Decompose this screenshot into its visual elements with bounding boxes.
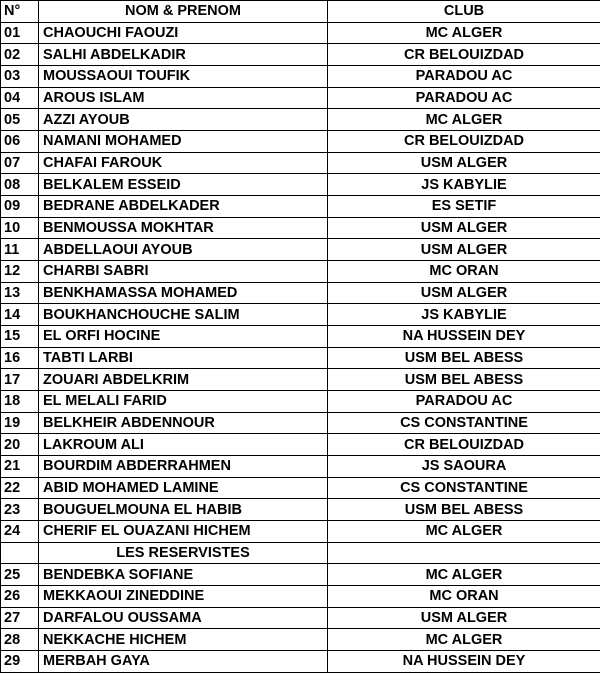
player-name: BELKALEM ESSEID: [39, 174, 328, 196]
player-number: 13: [1, 282, 39, 304]
reserves-body: [1, 564, 600, 672]
reserves-section: [1, 542, 600, 564]
header-club: CLUB: [328, 1, 600, 23]
player-number: 29: [1, 651, 39, 673]
table-row: [1, 87, 600, 109]
player-name: MERBAH GAYA: [39, 651, 328, 673]
player-name: MEKKAOUI ZINEDDINE: [39, 586, 328, 608]
player-number: 05: [1, 109, 39, 131]
player-club: NA HUSSEIN DEY: [328, 326, 600, 348]
player-number: 02: [1, 44, 39, 66]
table-row: [1, 651, 600, 673]
header-name: NOM & PRENOM: [39, 1, 328, 23]
player-name: CHARBI SABRI: [39, 261, 328, 283]
player-name: BOURDIM ABDERRAHMEN: [39, 456, 328, 478]
player-name: NEKKACHE HICHEM: [39, 629, 328, 651]
reserves-header-row: [1, 542, 600, 564]
player-name: NAMANI MOHAMED: [39, 131, 328, 153]
table-row: [1, 347, 600, 369]
table-row: [1, 152, 600, 174]
table-row: [1, 109, 600, 131]
player-club: USM BEL ABESS: [328, 499, 600, 521]
player-number: 19: [1, 412, 39, 434]
player-club: USM BEL ABESS: [328, 347, 600, 369]
player-club: PARADOU AC: [328, 66, 600, 88]
player-number: 18: [1, 391, 39, 413]
table-row: [1, 477, 600, 499]
player-club: JS KABYLIE: [328, 304, 600, 326]
header-num: N°: [1, 1, 39, 23]
player-number: 28: [1, 629, 39, 651]
table-row: [1, 586, 600, 608]
player-club: MC ALGER: [328, 521, 600, 543]
player-name: ABID MOHAMED LAMINE: [39, 477, 328, 499]
player-number: 12: [1, 261, 39, 283]
player-number: 14: [1, 304, 39, 326]
player-number: 08: [1, 174, 39, 196]
table-row: [1, 412, 600, 434]
table-row: [1, 326, 600, 348]
player-number: 22: [1, 477, 39, 499]
player-number: 04: [1, 87, 39, 109]
player-name: BENKHAMASSA MOHAMED: [39, 282, 328, 304]
player-name: BOUKHANCHOUCHE SALIM: [39, 304, 328, 326]
player-name: CHAFAI FAROUK: [39, 152, 328, 174]
table-row: [1, 196, 600, 218]
table-row: [1, 282, 600, 304]
player-number: 06: [1, 131, 39, 153]
table-row: [1, 131, 600, 153]
player-name: BEDRANE ABDELKADER: [39, 196, 328, 218]
player-club: PARADOU AC: [328, 391, 600, 413]
player-club: USM ALGER: [328, 607, 600, 629]
player-name: BOUGUELMOUNA EL HABIB: [39, 499, 328, 521]
player-name: MOUSSAOUI TOUFIK: [39, 66, 328, 88]
player-number: 21: [1, 456, 39, 478]
reserves-header-num-cell: [1, 542, 39, 564]
player-number: 20: [1, 434, 39, 456]
table-row: [1, 174, 600, 196]
player-club: USM ALGER: [328, 239, 600, 261]
player-name: AROUS ISLAM: [39, 87, 328, 109]
player-name: ABDELLAOUI AYOUB: [39, 239, 328, 261]
player-name: BENMOUSSA MOKHTAR: [39, 217, 328, 239]
player-club: MC ORAN: [328, 261, 600, 283]
player-name: SALHI ABDELKADIR: [39, 44, 328, 66]
player-number: 15: [1, 326, 39, 348]
player-number: 17: [1, 369, 39, 391]
player-club: JS KABYLIE: [328, 174, 600, 196]
table-row: [1, 391, 600, 413]
player-club: USM ALGER: [328, 217, 600, 239]
player-club: MC ORAN: [328, 586, 600, 608]
player-club: MC ALGER: [328, 109, 600, 131]
table-row: [1, 607, 600, 629]
player-club: MC ALGER: [328, 564, 600, 586]
player-name: BENDEBKA SOFIANE: [39, 564, 328, 586]
table-row: [1, 22, 600, 44]
player-name: TABTI LARBI: [39, 347, 328, 369]
player-name: BELKHEIR ABDENNOUR: [39, 412, 328, 434]
player-name: LAKROUM ALI: [39, 434, 328, 456]
player-number: 25: [1, 564, 39, 586]
table-row: [1, 261, 600, 283]
table-row: [1, 66, 600, 88]
table-row: [1, 499, 600, 521]
player-name: DARFALOU OUSSAMA: [39, 607, 328, 629]
player-number: 16: [1, 347, 39, 369]
player-name: AZZI AYOUB: [39, 109, 328, 131]
player-number: 24: [1, 521, 39, 543]
player-number: 27: [1, 607, 39, 629]
players-body: [1, 22, 600, 542]
player-number: 23: [1, 499, 39, 521]
reserves-label: LES RESERVISTES: [39, 542, 328, 564]
table-row: [1, 217, 600, 239]
table-row: [1, 304, 600, 326]
player-number: 01: [1, 22, 39, 44]
table-row: [1, 521, 600, 543]
player-name: CHAOUCHI FAOUZI: [39, 22, 328, 44]
header-row: [1, 1, 600, 23]
player-club: MC ALGER: [328, 22, 600, 44]
player-number: 11: [1, 239, 39, 261]
table-row: [1, 564, 600, 586]
player-name: EL ORFI HOCINE: [39, 326, 328, 348]
player-number: 03: [1, 66, 39, 88]
table-row: [1, 629, 600, 651]
table-row: [1, 456, 600, 478]
player-number: 07: [1, 152, 39, 174]
player-number: 09: [1, 196, 39, 218]
table-row: [1, 434, 600, 456]
player-club: CR BELOUIZDAD: [328, 434, 600, 456]
player-number: 26: [1, 586, 39, 608]
player-club: NA HUSSEIN DEY: [328, 651, 600, 673]
player-name: CHERIF EL OUAZANI HICHEM: [39, 521, 328, 543]
player-club: CR BELOUIZDAD: [328, 131, 600, 153]
table-row: [1, 369, 600, 391]
table-row: [1, 44, 600, 66]
player-club: CS CONSTANTINE: [328, 477, 600, 499]
player-club: USM ALGER: [328, 282, 600, 304]
player-name: EL MELALI FARID: [39, 391, 328, 413]
player-club: USM ALGER: [328, 152, 600, 174]
table-row: [1, 239, 600, 261]
reserves-header-club-cell: [328, 542, 600, 564]
player-club: MC ALGER: [328, 629, 600, 651]
player-name: ZOUARI ABDELKRIM: [39, 369, 328, 391]
player-club: USM BEL ABESS: [328, 369, 600, 391]
player-club: ES SETIF: [328, 196, 600, 218]
player-club: PARADOU AC: [328, 87, 600, 109]
player-club: CR BELOUIZDAD: [328, 44, 600, 66]
player-number: 10: [1, 217, 39, 239]
player-club: CS CONSTANTINE: [328, 412, 600, 434]
player-club: JS SAOURA: [328, 456, 600, 478]
